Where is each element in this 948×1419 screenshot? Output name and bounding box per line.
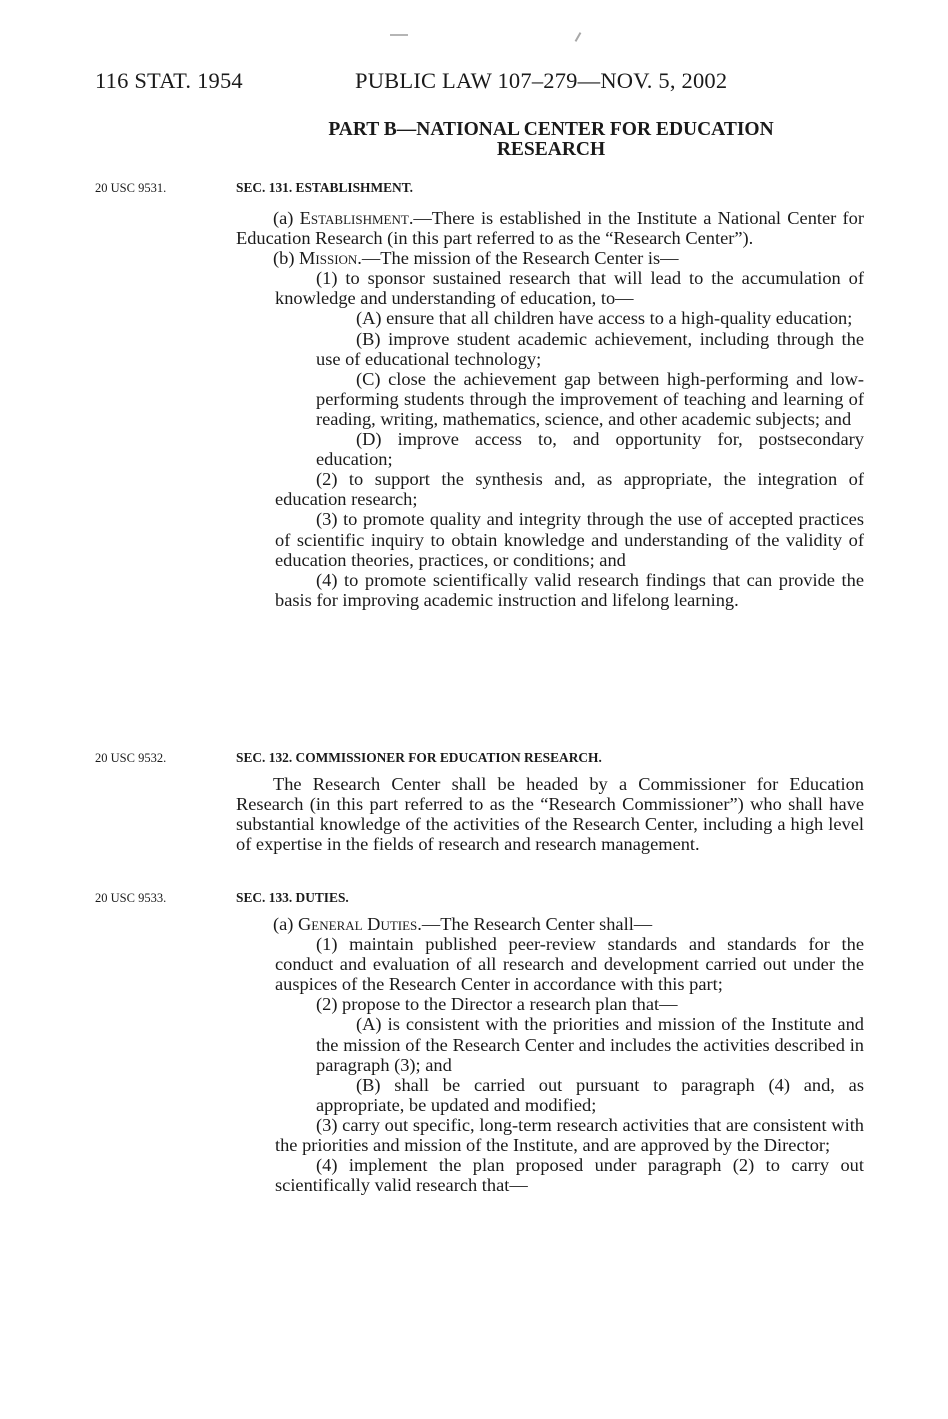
scan-mark-slash: [575, 32, 582, 42]
section-131-body: [236, 208, 864, 610]
scan-marks: [0, 28, 948, 48]
section-133-heading: SEC. 133. DUTIES.: [236, 890, 349, 905]
public-law-title: PUBLIC LAW 107–279—NOV. 5, 2002: [355, 68, 728, 93]
usc-citation-9532: 20 USC 9532.: [95, 751, 167, 765]
subparagraph-1-C: (C) close the achievement gap between high-performing and low-performing students through the improvement of teaching and learning of reading, writing, mathematics, science, and other academic subjects; and: [316, 368, 864, 429]
paragraph-3: (3) to promote quality and integrity through the use of accepted practices of scientific inquiry to obtain knowledge and understanding of the validity of education theories, practices, or conditions; and: [275, 509, 864, 570]
subparagraph-1-A: (A) ensure that all children have access to a high-quality education;: [356, 308, 853, 329]
section-132-heading: SEC. 132. COMMISSIONER FOR EDUCATION RESEARCH.: [236, 750, 602, 765]
paragraph-4: (4) implement the plan proposed under paragraph (2) to carry out scientifically valid research that—: [275, 1155, 864, 1196]
subsection-a-general-duties: (a) General Duties.—The Research Center shall—: [273, 914, 653, 934]
paragraph-2: (2) to support the synthesis and, as appropriate, the integration of education research;: [275, 469, 864, 510]
subparagraph-1-B: (B) improve student academic achievement, including through the use of educational technology;: [316, 328, 864, 369]
subsection-a-establishment: (a) Establishment.—There is established in the Institute a National Center for Education Research (in this part referred to as the “Research Center”).: [236, 208, 864, 249]
usc-citation-9531: 20 USC 9531.: [95, 181, 167, 195]
subsection-caption: General Duties: [298, 914, 418, 934]
paragraph-4: (4) to promote scientifically valid research findings that can provide the basis for improving academic instruction and lifelong learning.: [275, 569, 864, 610]
scan-mark-dash: [390, 34, 408, 36]
section-133-body: [236, 914, 864, 1195]
part-title-line-1: PART B—NATIONAL CENTER FOR EDUCATION: [328, 119, 774, 140]
subsection-caption: Mission: [299, 248, 358, 269]
subsection-caption: Establishment: [299, 208, 409, 228]
section-132-body: [236, 774, 864, 854]
subparagraph-2-B: (B) shall be carried out pursuant to paragraph (4) and, as appropriate, be updated and modified;: [316, 1074, 864, 1115]
paragraph-3: (3) carry out specific, long-term research activities that are consistent with the priorities and mission of the Institute, and are approved by the Director;: [275, 1114, 864, 1156]
subparagraph-1-D: (D) improve access to, and opportunity for, postsecondary education;: [316, 429, 864, 470]
paragraph-2: (2) propose to the Director a research plan that—: [316, 994, 678, 1015]
subsection-b-mission: (b) Mission.—The mission of the Research Center is—: [273, 248, 679, 269]
paragraph-1: (1) to sponsor sustained research that will lead to the accumulation of knowledge and understanding of education, to—: [275, 268, 864, 309]
subparagraph-2-A: (A) is consistent with the priorities and mission of the Institute and the mission of the Research Center and includes the activities described in paragraph (3); and: [316, 1014, 864, 1075]
part-title: [236, 120, 866, 160]
statute-page-number: 116 STAT. 1954: [95, 68, 243, 93]
usc-citation-9533: 20 USC 9533.: [95, 891, 167, 905]
section-132-text: The Research Center shall be headed by a Commissioner for Education Research (in this part referred to as the “Research Commissioner”) who shall have substantial knowledge of the activities of the Research Center, including a high level of expertise in the fields of research and research management.: [236, 774, 864, 855]
part-title-line-2: RESEARCH: [496, 139, 606, 160]
paragraph-1: (1) maintain published peer-review standards and standards for the conduct and evaluation of all research and development carried out under the auspices of the Research Center in accordance with this part;: [275, 934, 864, 995]
section-131-heading: SEC. 131. ESTABLISHMENT.: [236, 180, 413, 195]
